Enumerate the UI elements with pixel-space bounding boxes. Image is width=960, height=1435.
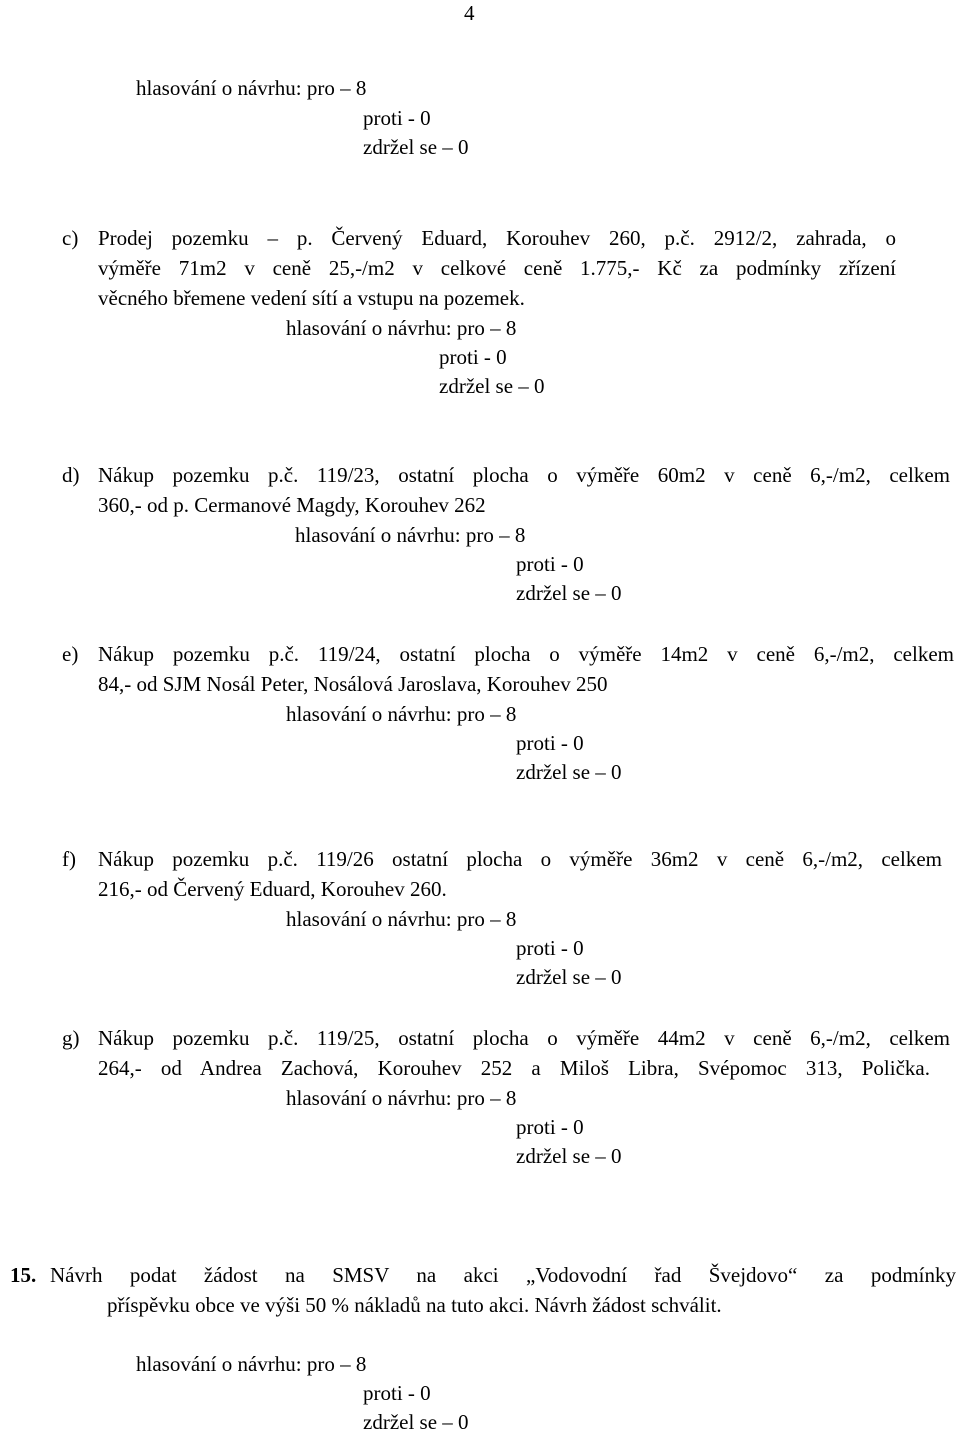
page-number: 4 <box>464 1 475 25</box>
item-f-text-line: Nákup pozemku p.č. 119/26 ostatní plocha o výměře 36m2 v ceně 6,-/m2, celkem <box>98 847 942 871</box>
vote-against-line: proti - 0 <box>516 1115 584 1139</box>
item-d-marker: d) <box>62 463 80 487</box>
vote-abstain-line: zdržel se – 0 <box>363 135 469 159</box>
vote-abstain-line: zdržel se – 0 <box>439 374 545 398</box>
vote-proposal-line: hlasování o návrhu: pro – 8 <box>136 76 367 100</box>
vote-proposal-line: hlasování o návrhu: pro – 8 <box>286 907 517 931</box>
vote-abstain-line: zdržel se – 0 <box>363 1410 469 1434</box>
item-e-text-line: Nákup pozemku p.č. 119/24, ostatní plocha o výměře 14m2 v ceně 6,-/m2, celkem <box>98 642 954 666</box>
vote-against-line: proti - 0 <box>516 552 584 576</box>
item-c-text-line: věcného břemene vedení sítí a vstupu na pozemek. <box>98 286 525 310</box>
vote-proposal-line: hlasování o návrhu: pro – 8 <box>136 1352 367 1376</box>
vote-proposal-line: hlasování o návrhu: pro – 8 <box>295 523 526 547</box>
item-g-marker: g) <box>62 1026 80 1050</box>
item-e-marker: e) <box>62 642 79 666</box>
item-g-text-line: 264,- od Andrea Zachová, Korouhev 252 a Miloš Libra, Svépomoc 313, Polička. <box>98 1056 930 1080</box>
vote-proposal-line: hlasování o návrhu: pro – 8 <box>286 316 517 340</box>
vote-proposal-line: hlasování o návrhu: pro – 8 <box>286 702 517 726</box>
section-15-text-line: příspěvku obce ve výši 50 % nákladů na tuto akci. Návrh žádost schválit. <box>107 1293 722 1317</box>
section-number: 15. <box>10 1263 37 1287</box>
vote-proposal-line: hlasování o návrhu: pro – 8 <box>286 1086 517 1110</box>
vote-abstain-line: zdržel se – 0 <box>516 760 622 784</box>
item-f-text-line: 216,- od Červený Eduard, Korouhev 260. <box>98 877 447 901</box>
vote-against-line: proti - 0 <box>516 731 584 755</box>
item-c-text-line: Prodej pozemku – p. Červený Eduard, Korouhev 260, p.č. 2912/2, zahrada, o <box>98 226 896 250</box>
item-g-text-line: Nákup pozemku p.č. 119/25, ostatní plocha o výměře 44m2 v ceně 6,-/m2, celkem <box>98 1026 950 1050</box>
vote-abstain-line: zdržel se – 0 <box>516 581 622 605</box>
item-d-text-line: 360,- od p. Cermanové Magdy, Korouhev 262 <box>98 493 486 517</box>
vote-abstain-line: zdržel se – 0 <box>516 965 622 989</box>
item-c-marker: c) <box>62 226 79 250</box>
vote-against-line: proti - 0 <box>363 1381 431 1405</box>
section-15-text-line: Návrh podat žádost na SMSV na akci „Vodovodní řad Švejdovo“ za podmínky <box>50 1263 956 1287</box>
item-d-text-line: Nákup pozemku p.č. 119/23, ostatní plocha o výměře 60m2 v ceně 6,-/m2, celkem <box>98 463 950 487</box>
vote-abstain-line: zdržel se – 0 <box>516 1144 622 1168</box>
vote-against-line: proti - 0 <box>439 345 507 369</box>
item-c-text-line: výměře 71m2 v ceně 25,-/m2 v celkové ceně 1.775,- Kč za podmínky zřízení <box>98 256 896 280</box>
vote-against-line: proti - 0 <box>516 936 584 960</box>
item-e-text-line: 84,- od SJM Nosál Peter, Nosálová Jaroslava, Korouhev 250 <box>98 672 608 696</box>
item-f-marker: f) <box>62 847 76 871</box>
vote-against-line: proti - 0 <box>363 106 431 130</box>
